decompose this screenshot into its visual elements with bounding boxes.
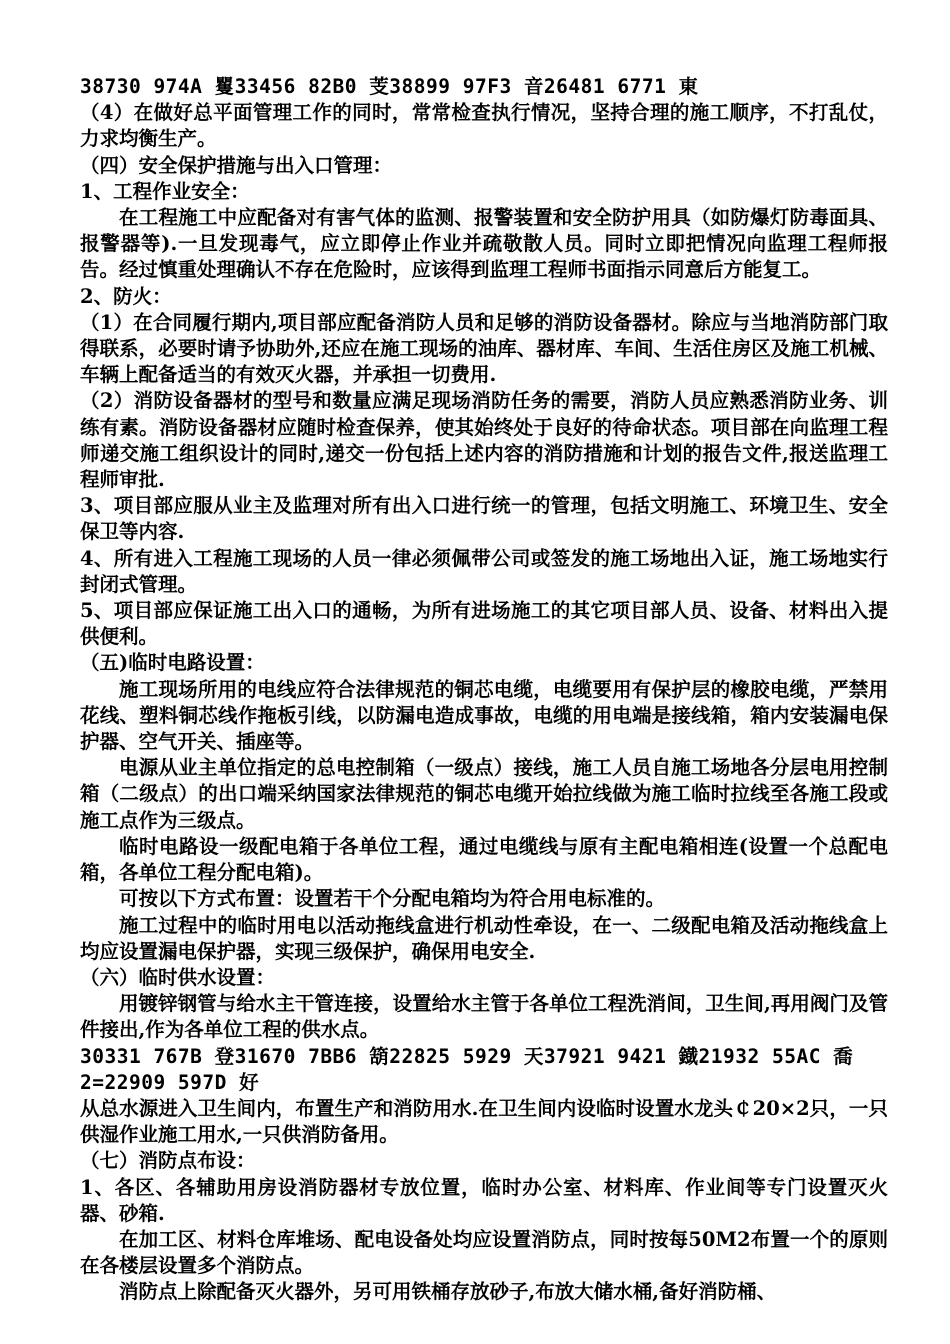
subsection-4: 4、所有进入工程施工现场的人员一律必须佩带公司或签发的施工场地出入证，施工场地实行封闭式管理。 [80, 546, 888, 596]
electric-paragraph-4: 可按以下方式布置：设置若干个分配电箱均为符合用电标准的。 [119, 887, 666, 911]
subsection-1-heading: 1、工程作业安全： [80, 179, 250, 203]
water-paragraph-2: 从总水源进入卫生间内，布置生产和消防用水.在卫生间内设临时设置水龙头￠20×2只，一只供湿作业施工用水,一只供消防备用。 [80, 1096, 888, 1147]
document-body [80, 74, 888, 1306]
code-line-mid-2: 2=22909 597D 好 [80, 1070, 260, 1094]
code-line-top: 38730 974A 矍33456 82B0 芰38899 97F3 音26481 6771 東 [80, 75, 699, 98]
electric-paragraph-5: 施工过程中的临时用电以活动拖线盒进行机动性牵设，在一、二级配电箱及活动拖线盒上均应设置漏电保护器，实现三级保护，确保用电安全. [80, 913, 888, 963]
electric-paragraph-3: 临时电路设一级配电箱于各单位工程，通过电缆线与原有主配电箱相连(设置一个总配电箱，各单位工程分配电箱)。 [80, 834, 888, 885]
subsection-3: 3、项目部应服从业主及监理对所有出入口进行统一的管理，包括文明施工、环境卫生、安全保卫等内容. [80, 494, 888, 544]
section-heading-5: （五)临时电路设置： [80, 651, 265, 675]
section-heading-6: （六）临时供水设置： [80, 965, 276, 989]
subsection-5: 5、项目部应保证施工出入口的通畅，为所有进场施工的其它项目部人员、设备、材料出入提供便利。 [80, 599, 888, 649]
subsection-1-body: 在工程施工中应配备对有害气体的监测、报警装置和安全防护用具（如防爆灯防毒面具、报警器等).一旦发现毒气，应立即停止作业并疏敬散人员。同时立即把情况向监理工程师报告。经过慎重处理确认不存在危险时，应该得到监理工程师书面指示同意后方能复工。 [80, 206, 888, 282]
water-paragraph-1: 用镀锌钢管与给水主干管连接，设置给水主管于各单位工程洗消间，卫生间,再用阀门及管件接出,作为各单位工程的供水点。 [80, 992, 888, 1042]
electric-paragraph-1: 施工现场所用的电线应符合法律规范的铜芯电缆，电缆要用有保护层的橡胶电缆，严禁用花线、塑料铜芯线作拖板引线，以防漏电造成事故，电缆的用电端是接线箱，箱内安装漏电保护器、空气开关、插座等。 [80, 677, 888, 754]
fire-point-paragraph-2: 在加工区、材料仓库堆场、配电设备处均应设置消防点，同时按每50M2布置一个的原则在各楼层设置多个消防点。 [80, 1227, 888, 1278]
code-line-mid-1: 30331 767B 登31670 7BB6 箶22825 5929 天37921 9421 鐡21932 55AC 喬 [80, 1044, 854, 1068]
fire-item-1: （1）在合同履行期内,项目部应配备消防人员和足够的消防设备器材。除应与当地消防部门取得联系，必要时请予协助外,还应在施工现场的油库、器材库、车间、生活住房区及施工机械、车辆上配备适当的有效灭火器，并承担一切费用. [80, 310, 888, 387]
fire-item-2: （2）消防设备器材的型号和数量应满足现场消防任务的需要，消防人员应熟悉消防业务、训练有素。消防设备器材应随时检查保养，使其始终处于良好的待命状态。项目部在向监理工程师递交施工组织设计的同时,递交一份包括上述内容的消防措施和计划的报告文件,报送监理工程师审批. [80, 389, 888, 492]
fire-point-item-1: 1、各区、各辅助用房设消防器材专放位置，临时办公室、材料库、作业间等专门设置灭火器、砂箱. [80, 1175, 888, 1225]
electric-paragraph-2: 电源从业主单位指定的总电控制箱（一级点）接线，施工人员自施工场地各分层电用控制箱（二级点）的出口端采纳国家法律规范的铜芯电缆开始拉线做为施工临时拉线至各施工段或施工点作为三级点。 [80, 756, 888, 832]
paragraph-4: （4）在做好总平面管理工作的同时，常常检查执行情况，坚持合理的施工顺序，不打乱仗，力求均衡生产。 [80, 101, 888, 151]
subsection-2-heading: 2、防火： [80, 284, 172, 308]
section-heading-4: （四）安全保护措施与出入口管理： [80, 153, 393, 177]
fire-point-paragraph-3: 消防点上除配备灭火器外，另可用铁桶存放砂子,布放大储水桶,备好消防桶、 [119, 1280, 777, 1304]
section-heading-7: （七）消防点布设： [80, 1149, 256, 1173]
